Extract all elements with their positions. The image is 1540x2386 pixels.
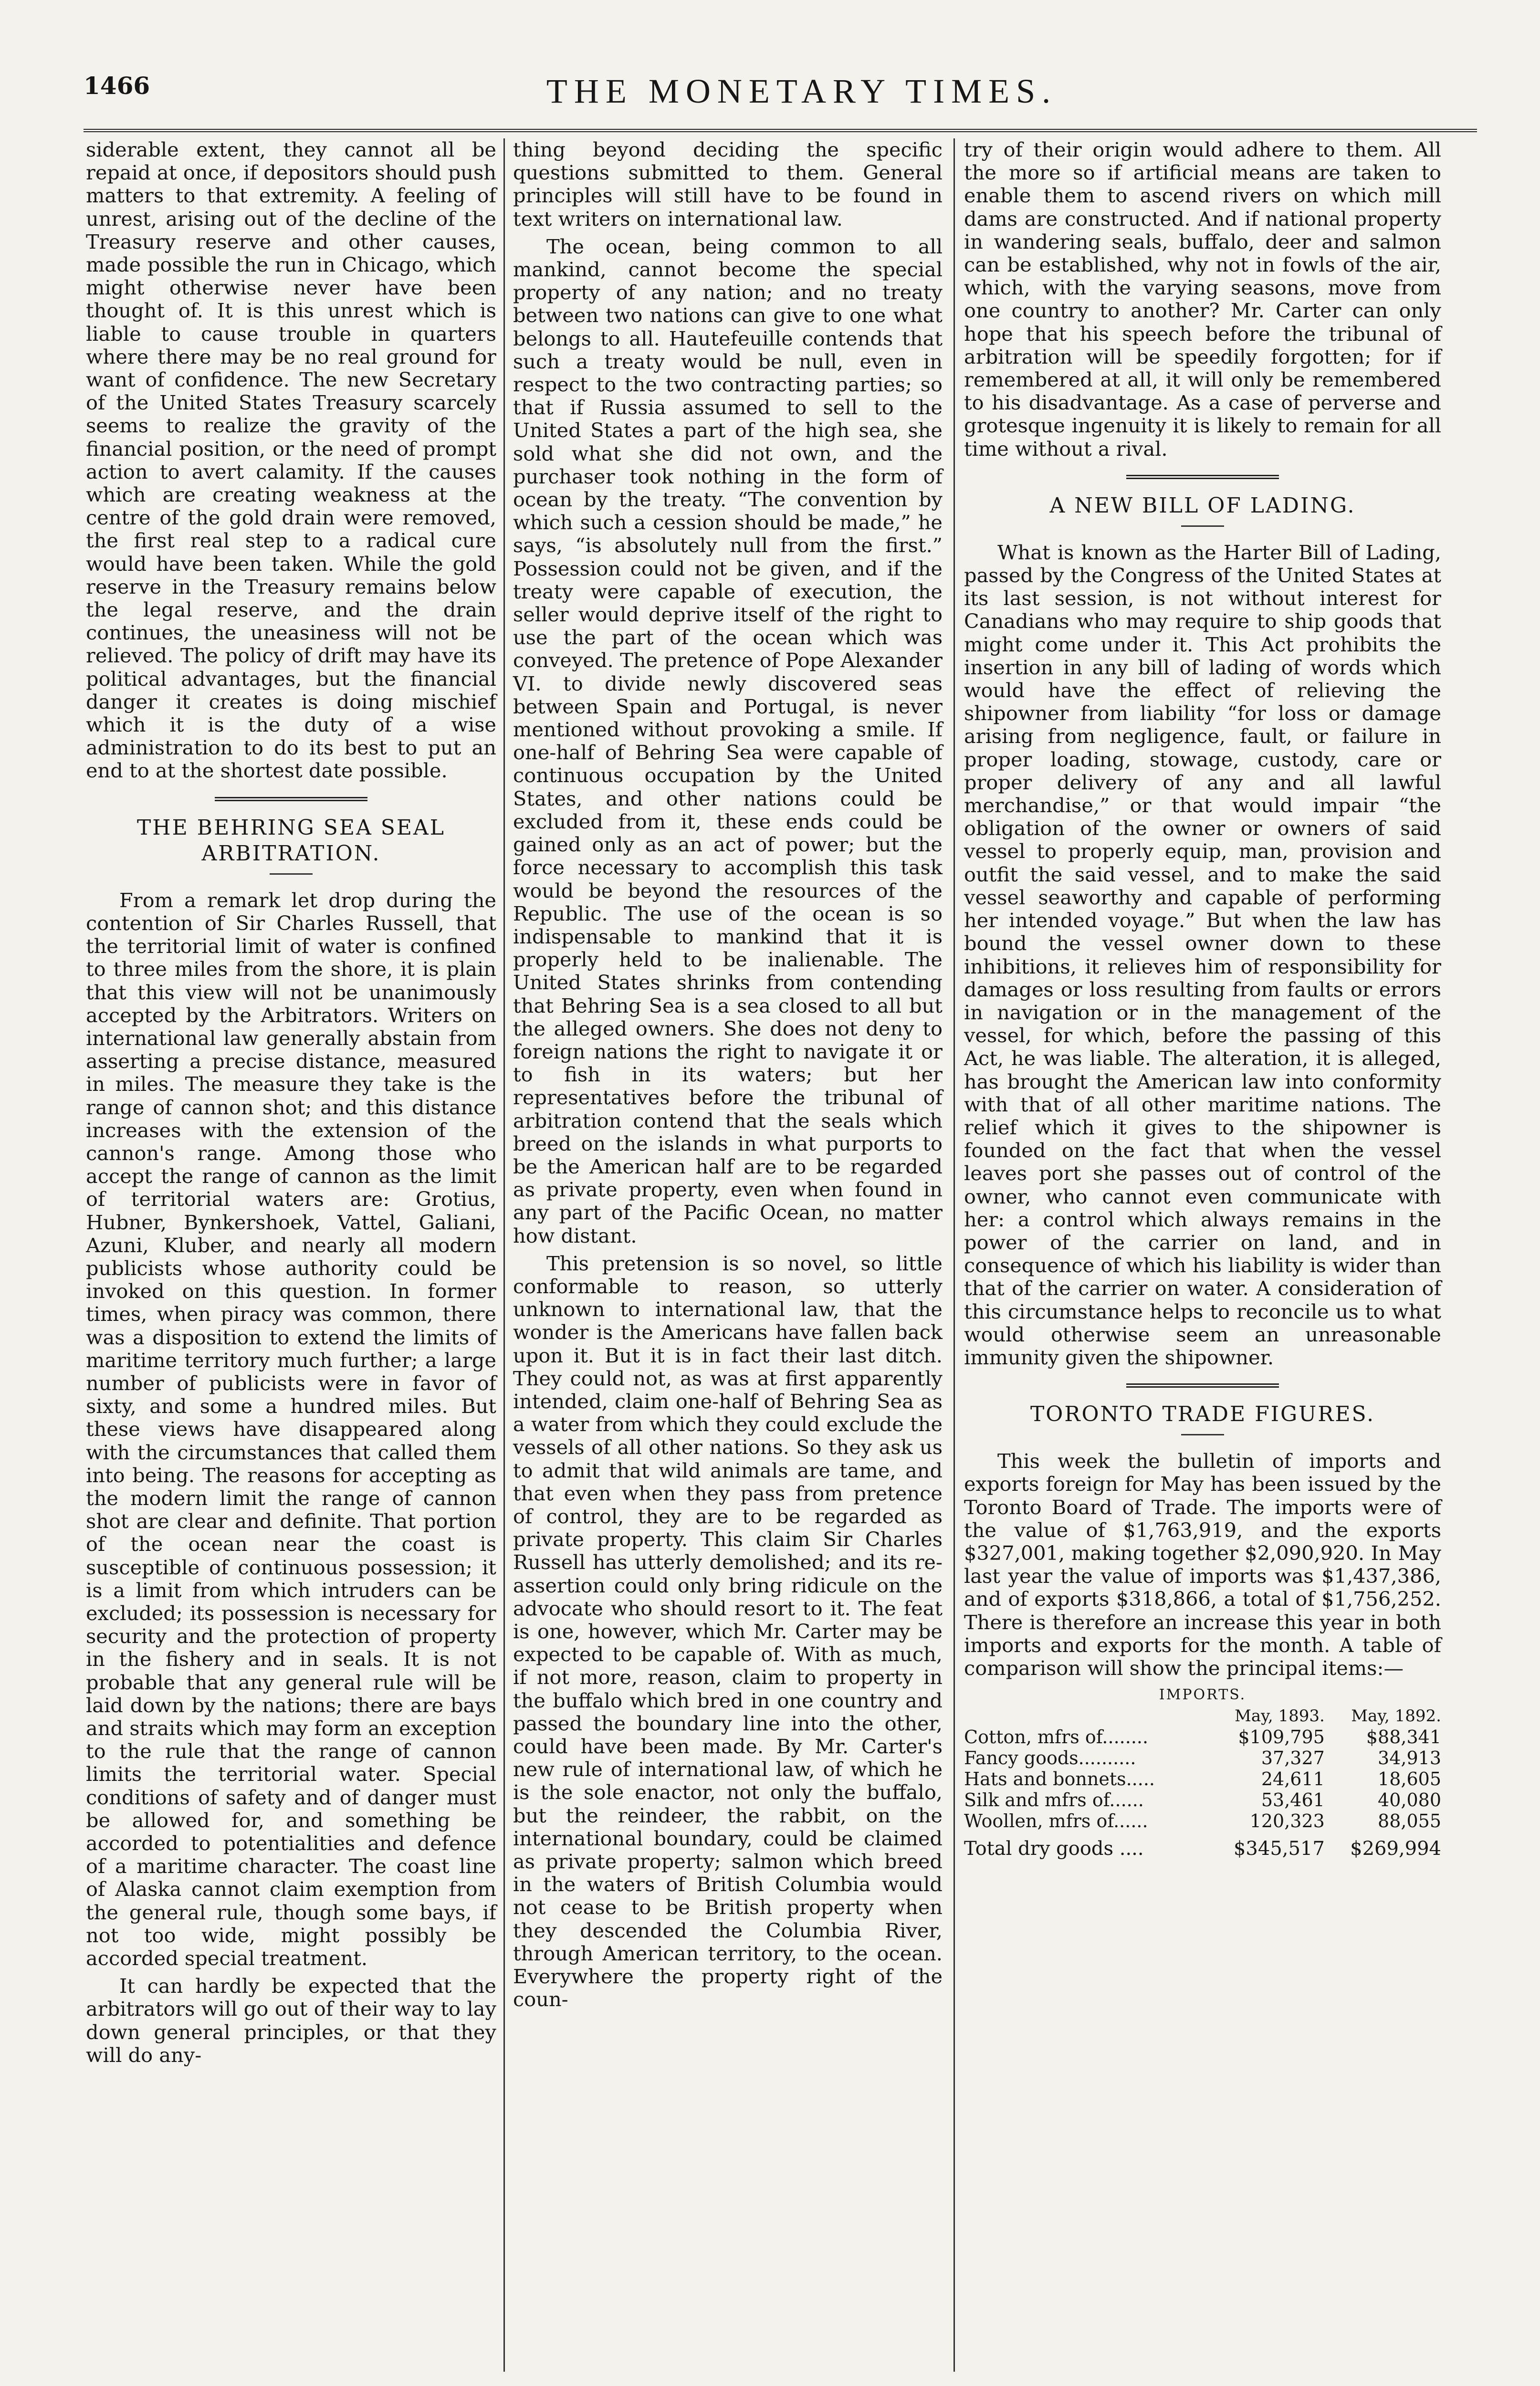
paragraph: From a remark let drop during the contention of Sir Charles Russell, that the territorial limit of water is confined to three miles from the shore, it is plain that this view will not be unanimously accepted by the Arbitrators. Writers on international law generally abstain from asserting a precise distance, measured in miles. The measure they take is the range of cannon shot; and this distance increases with the extension of the cannon's range. Among those who accept the range of cannon as the limit of territorial waters are: Grotius, Hubner, Bynkershoek, Vattel, Galiani, Azuni, Kluber, and nearly all modern publicists whose authority could be invoked on this question. In former times, when piracy was common, there was a disposition to extend the limits of maritime territory much further; a large number of publicists were in favor of sixty, and some a hundred miles. But these views have disappeared along with the circumstances that called them into being. The reasons for accepting as the modern limit the range of cannon shot are clear and definite. That portion of the ocean near the coast is susceptible of continuous possession; it is a limit from which intruders can be excluded; its possession is necessary for security and the protection of property in the fishery and in seals. It is not probable that any general rule will be laid down by the nations; there are bays and straits which may form an exception to the rule that the range of cannon limits the territorial water. Special conditions of safety and of danger must be allowed for, and something be accorded to potentialities and defence of a maritime character. The coast line of Alaska cannot claim exemption from the general rule, though some bays, if not too wide, might possibly be accorded special treatment.: [86, 888, 496, 1970]
column-1: [86, 138, 496, 2072]
heading-dash: [1181, 1434, 1224, 1435]
total-1892: $269,994: [1350, 1838, 1441, 1860]
paragraph: try of their origin would adhere to them. All the more so if artificial means are taken to enable them to ascend rivers on which mill dams are constructed. And if national property in wandering seals, buffalo, deer and salmon can be established, why not in fowls of the air, which, with the varying seasons, move from one country to another? Mr. Carter can only hope that his speech before the tribunal of arbitration will be speedily forgotten; for if remembered at all, it will only be remembered to his disadvantage. As a case of perverse and grotesque ingenuity it is likely to remain for all time without a rival.: [964, 138, 1441, 460]
table-row: [964, 1790, 1441, 1810]
total-row: [964, 1831, 1441, 1859]
column-divider: [503, 138, 505, 2372]
row-label: Woollen, mfrs of......: [964, 1810, 1148, 1832]
paragraph: It can hardly be expected that the arbitrators will go out of their way to lay down general principles, or that they will do any-: [86, 1974, 496, 2067]
article-heading: THE BEHRING SEA SEAL ARBITRATION.: [136, 815, 446, 866]
article-heading: TORONTO TRADE FIGURES.: [1030, 1402, 1375, 1427]
cell-1892: $88,341: [1366, 1727, 1441, 1748]
row-label: Fancy goods..........: [964, 1748, 1136, 1769]
column-header: May, 1893.: [1235, 1706, 1325, 1726]
column-header: May, 1892.: [1351, 1706, 1441, 1726]
paragraph: siderable extent, they cannot all be repaid at once, if depositors should push matters to that extremity. A feeling of unrest, arising out of the decline of the Treasury reserve and other causes, made possible the run in Chicago, which might otherwise never have been thought of. It is this unrest which is liable to cause trouble in quarters where there may be no real ground for want of confidence. The new Secretary of the United States Treasury scarcely seems to realize the gravity of the financial position, or the need of prompt action to avert calamity. If the causes which are creating weakness at the centre of the gold drain were removed, the first real step to a radical cure would have been taken. While the gold reserve in the Treasury remains below the legal reserve, and the drain continues, the uneasiness will not be relieved. The policy of drift may have its political advantages, but the financial danger it creates is doing mischief which it is the duty of a wise administration to do its best to put an end to at the shortest date possible.: [86, 138, 496, 783]
paragraph: This pretension is so novel, so little conformable to reason, so utterly unknown to international law, that the wonder is the Americans have fallen back upon it. But it is in fact their last ditch. They could not, as was at first apparently intended, claim one-half of Behring Sea as a water from which they could exclude the vessels of all other nations. So they ask us to admit that wild animals are tame, and that even when they pass from pretence of control, they are to be regarded as private property. This claim Sir Charles Russell has utterly demolished; and its re-assertion could only bring ridicule on the advocate who should resort to it. The feat is one, however, which Mr. Carter may be expected to be capable of. With as much, if not more, reason, claim to property in the buffalo which bred in one country and passed the boundary line into the other, could have been made. By Mr. Carter's new rule of international law, of which he is the sole enactor, not only the buffalo, but the reindeer, the rabbit, on the international boundary, could be claimed as private property; salmon which breed in the waters of British Columbia would not cease to be British property when they descended the Columbia River, through American territory, to the ocean. Everywhere the property right of the coun-: [513, 1251, 943, 2011]
row-label: Cotton, mfrs of........: [964, 1727, 1149, 1748]
cell-1893: 120,323: [1249, 1810, 1325, 1832]
table-row: [964, 1727, 1441, 1748]
cell-1892: 18,605: [1378, 1769, 1441, 1790]
table-row: [964, 1769, 1441, 1790]
row-label: Silk and mfrs of......: [964, 1790, 1144, 1811]
heading-dash: [1181, 525, 1224, 527]
heading-dash: [270, 873, 313, 875]
section-rule: [1126, 475, 1279, 481]
total-1893: $345,517: [1233, 1838, 1325, 1860]
paragraph: thing beyond deciding the specific questions submitted to them. General principles will still have to be found in text writers on international law.: [513, 138, 943, 230]
cell-1892: 40,080: [1378, 1790, 1441, 1811]
imports-table: [964, 1685, 1441, 1859]
paragraph: What is known as the Harter Bill of Lading, passed by the Congress of the United States at its last session, is not without interest for Canadians who may require to ship goods that might come under it. This Act prohibits the insertion in any bill of lading of words which would have the effect of relieving the shipowner from liability “for loss or damage arising from negligence, fault, or failure in proper loading, stowage, custody, care or proper delivery of any and all lawful merchandise,” or that would impair “the obligation of the owner or owners of said vessel to properly equip, man, provision and outfit the said vessel, and to make the said vessel seaworthy and capable of performing her intended voyage.” But when the law has bound the vessel owner down to these inhibitions, it relieves him of responsibility for damages or loss resulting from faults or errors in navigation or in the management of the vessel, for which, before the passing of this Act, he was liable. The alteration, it is alleged, has brought the American law into conformity with that of all other maritime nations. The relief which it gives to the shipowner is founded on the fact that when the vessel leaves port she passes out of control of the owner, who cannot even communicate with her: a control which always remains in the power of the carrier on land, and in consequence of which his liability is wider than that of the carrier on water. A consideration of this circumstance helps to reconcile us to what would otherwise seem an unreasonable immunity given the shipowner.: [964, 540, 1441, 1369]
table-row: [964, 1810, 1441, 1831]
page-number: 1466: [84, 72, 150, 100]
cell-1893: 24,611: [1261, 1769, 1325, 1790]
total-label: Total dry goods ....: [964, 1838, 1144, 1860]
column-3: [964, 138, 1441, 1859]
header-rule: [84, 129, 1477, 132]
cell-1893: 53,461: [1261, 1790, 1325, 1811]
row-label: Hats and bonnets.....: [964, 1769, 1155, 1790]
table-row: [964, 1748, 1441, 1769]
table-caption: IMPORTS.: [1159, 1686, 1247, 1704]
section-rule: [1126, 1383, 1279, 1390]
cell-1892: 88,055: [1378, 1810, 1441, 1832]
column-2: [513, 138, 943, 2016]
paragraph: This week the bulletin of imports and exports foreign for May has been issued by the Toronto Board of Trade. The imports were of the value of $1,763,919, and the exports $327,001, making together $2,090,920. In May last year the value of imports was $1,437,386, and of exports $318,866, a total of $1,756,252. There is therefore an increase this year in both imports and exports for the month. A table of comparison will show the principal items:—: [964, 1449, 1441, 1680]
article-heading: A NEW BILL OF LADING.: [1049, 493, 1356, 518]
column-divider: [953, 138, 955, 2372]
cell-1893: 37,327: [1261, 1748, 1325, 1769]
masthead-title: THE MONETARY TIMES.: [546, 72, 1058, 110]
cell-1893: $109,795: [1238, 1727, 1325, 1748]
section-rule: [215, 797, 367, 803]
paragraph: The ocean, being common to all mankind, cannot become the special property of any nation; and no treaty between two nations can give to one what belongs to all. Hautefeuille contends that such a treaty would be null, even in respect to the two contracting parties; so that if Russia assumed to sell to the United States a part of the high sea, she sold what she did not own, and the purchaser took nothing in the form of ocean by the treaty. “The convention by which such a cession should be made,” he says, “is absolutely null from the first.” Possession could not be given, and if the treaty were capable of execution, the seller would deprive itself of the right to use the part of the ocean which was conveyed. The pretence of Pope Alexander VI. to divide newly discovered seas between Spain and Portugal, is never mentioned without provoking a smile. If one-half of Behring Sea were capable of continuous occupation by the United States, and other nations could be excluded from it, these ends could be gained only as an act of power; but the force necessary to accomplish this task would be beyond the resources of the Republic. The use of the ocean is so indispensable to mankind that it is properly held to be inalienable. The United States shrinks from contending that Behring Sea is a sea closed to all but the alleged owners. She does not deny to foreign nations the right to navigate it or to fish in its waters; but her representatives before the tribunal of arbitration contend that the seals which breed on the islands in what purports to be the American half are to be regarded as private property, even when found in any part of the Pacific Ocean, no matter how distant.: [513, 234, 943, 1247]
cell-1892: 34,913: [1378, 1748, 1441, 1769]
